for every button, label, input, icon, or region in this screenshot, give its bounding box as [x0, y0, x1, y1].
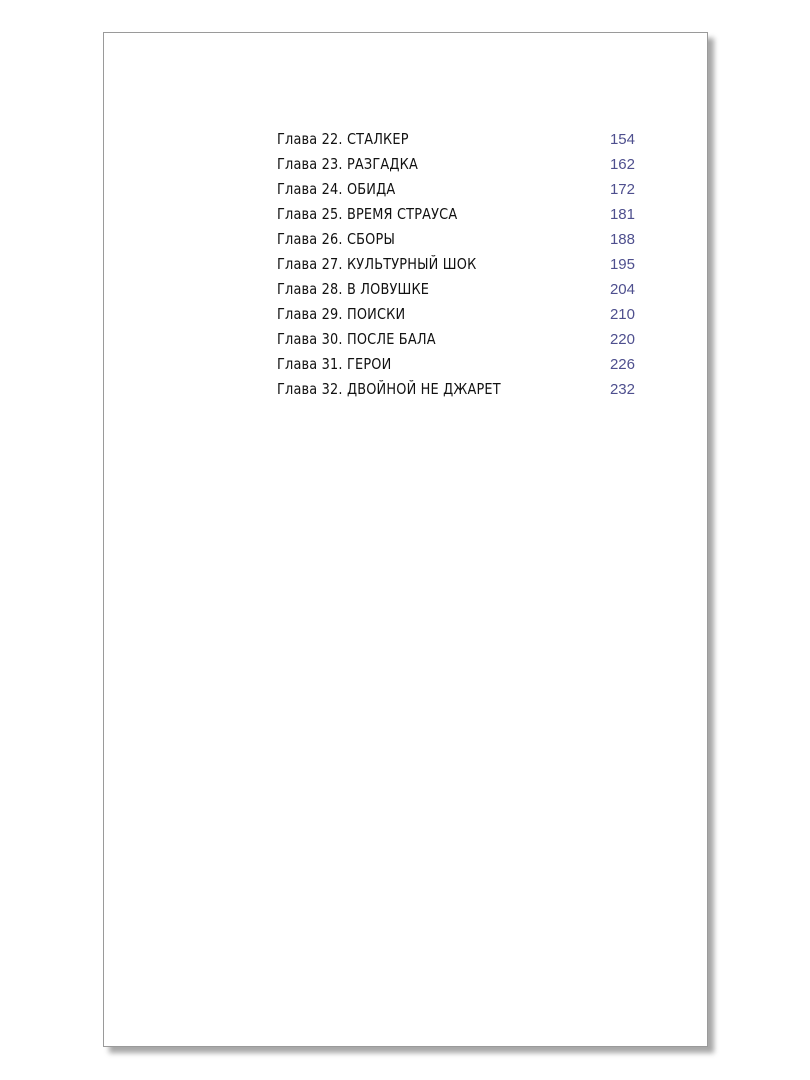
- toc-entry-title: Глава 23. РАЗГАДКА: [277, 155, 418, 173]
- toc-entry-title: Глава 24. ОБИДА: [277, 180, 396, 198]
- toc-entry-title: Глава 32. ДВОЙНОЙ НЕ ДЖАРЕТ: [277, 380, 501, 398]
- toc-entry-28: [277, 277, 635, 302]
- toc-entry-27: [277, 252, 635, 277]
- toc-entry-29: [277, 302, 635, 327]
- toc-entry-title: Глава 27. КУЛЬТУРНЫЙ ШОК: [277, 255, 477, 273]
- toc-entry-32: [277, 377, 635, 402]
- toc-entry-26: [277, 227, 635, 252]
- toc-entry-page: 226: [609, 356, 635, 373]
- toc-entry-25: [277, 202, 635, 227]
- toc-entry-title: Глава 22. СТАЛКЕР: [277, 130, 409, 148]
- toc-entry-page: 172: [609, 181, 635, 198]
- toc-entry-24: [277, 177, 635, 202]
- toc-entry-title: Глава 30. ПОСЛЕ БАЛА: [277, 330, 436, 348]
- toc-entry-page: 154: [609, 131, 635, 148]
- table-of-contents: [277, 127, 635, 402]
- toc-entry-23: [277, 152, 635, 177]
- toc-entry-title: Глава 28. В ЛОВУШКЕ: [277, 280, 430, 298]
- toc-entry-30: [277, 327, 635, 352]
- toc-entry-22: [277, 127, 635, 152]
- toc-entry-page: 195: [609, 256, 635, 273]
- toc-entry-page: 204: [609, 281, 635, 298]
- toc-entry-page: 162: [609, 156, 635, 173]
- toc-entry-page: 220: [609, 331, 635, 348]
- toc-entry-title: Глава 25. ВРЕМЯ СТРАУСА: [277, 205, 458, 223]
- toc-entry-31: [277, 352, 635, 377]
- toc-entry-page: 181: [609, 206, 635, 223]
- toc-entry-title: Глава 26. СБОРЫ: [277, 230, 395, 248]
- toc-entry-page: 210: [609, 306, 635, 323]
- toc-entry-title: Глава 31. ГЕРОИ: [277, 355, 392, 373]
- toc-entry-page: 232: [609, 381, 635, 398]
- toc-entry-title: Глава 29. ПОИСКИ: [277, 305, 406, 323]
- book-page: [103, 32, 708, 1047]
- toc-entry-page: 188: [609, 231, 635, 248]
